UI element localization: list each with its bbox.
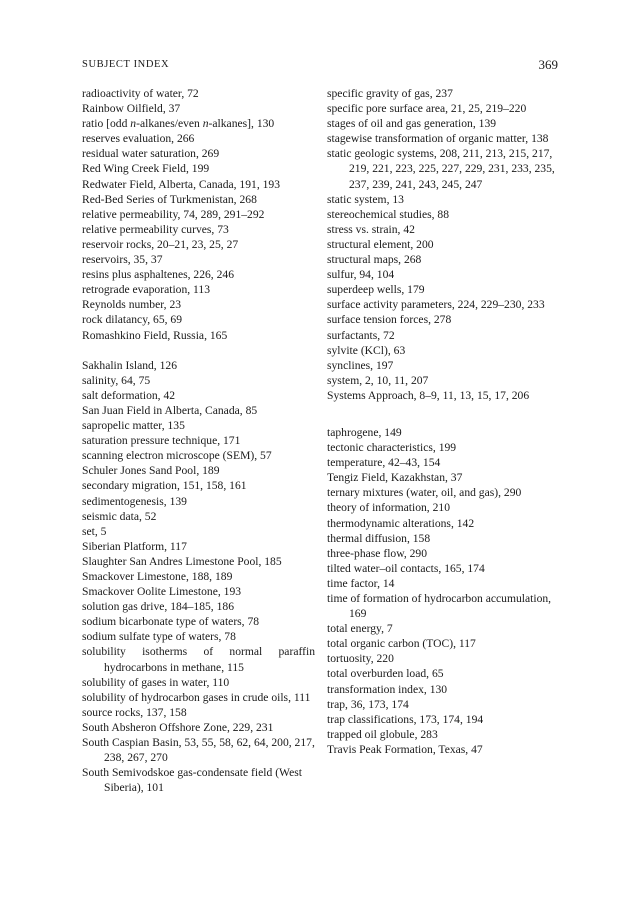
index-entry: time factor, 14 xyxy=(327,576,395,590)
index-entry: stagewise transformation of organic matter, 138 xyxy=(327,132,549,146)
index-entry: South Absheron Offshore Zone, 229, 231 xyxy=(82,720,274,734)
index-entry: South Caspian Basin, 53, 55, 58, 62, 64, 200, 217, 238, 267, 270 xyxy=(82,736,315,765)
index-entry: stress vs. strain, 42 xyxy=(327,222,415,236)
index-entry: system, 2, 10, 11, 207 xyxy=(327,373,429,387)
index-entry: theory of information, 210 xyxy=(327,501,450,515)
index-entry: saturation pressure technique, 171 xyxy=(82,434,241,448)
index-entry: residual water saturation, 269 xyxy=(82,147,220,161)
index-entry: synclines, 197 xyxy=(327,358,394,372)
index-entry-alkane-ratio: ratio [odd n-alkanes/even n-alkanes], 130 xyxy=(82,117,275,131)
index-entry: seismic data, 52 xyxy=(82,509,157,523)
index-entry: sedimentogenesis, 139 xyxy=(82,494,187,508)
index-entry: relative permeability curves, 73 xyxy=(82,222,229,236)
index-entry: ternary mixtures (water, oil, and gas), 290 xyxy=(327,486,522,500)
index-entry: Travis Peak Formation, Texas, 47 xyxy=(327,742,483,756)
index-entry: stages of oil and gas generation, 139 xyxy=(327,117,497,131)
index-entry: tortuosity, 220 xyxy=(327,652,394,666)
running-head-title: SUBJECT INDEX xyxy=(82,59,170,70)
index-entry: structural element, 200 xyxy=(327,237,434,251)
index-entry: Redwater Field, Alberta, Canada, 191, 193 xyxy=(82,177,281,191)
index-entry: time of formation of hydrocarbon accumulation, 169 xyxy=(327,592,552,621)
index-entry: sulfur, 94, 104 xyxy=(327,268,395,282)
index-entry: Romashkino Field, Russia, 165 xyxy=(82,328,228,342)
index-entry: Smackover Limestone, 188, 189 xyxy=(82,570,233,583)
index-entry: thermal diffusion, 158 xyxy=(327,531,431,545)
index-entry: solution gas drive, 184–185, 186 xyxy=(82,600,234,614)
index-entry: sodium sulfate type of waters, 78 xyxy=(82,630,236,644)
index-entry: solubility of hydrocarbon gases in crude oils, 111 xyxy=(82,690,311,704)
index-entry: transformation index, 130 xyxy=(327,682,448,696)
index-entry: sapropelic matter, 135 xyxy=(82,419,185,433)
index-entry: solubility of gases in water, 110 xyxy=(82,675,230,689)
index-entry: resins plus asphaltenes, 226, 246 xyxy=(82,268,234,282)
index-entry: relative permeability, 74, 289, 291–292 xyxy=(82,207,265,221)
index-entry: surface activity parameters, 224, 229–230, 233 xyxy=(327,298,545,312)
index-entry: set, 5 xyxy=(82,524,107,538)
running-head xyxy=(82,57,558,75)
index-entry: total energy, 7 xyxy=(327,622,393,636)
index-entry: salinity, 64, 75 xyxy=(82,373,151,387)
index-entry: sodium bicarbonate type of waters, 78 xyxy=(82,615,260,629)
index-entry: temperature, 42–43, 154 xyxy=(327,456,441,470)
index-column-left xyxy=(82,86,315,795)
index-entry: static system, 13 xyxy=(327,192,404,206)
index-entry: radioactivity of water, 72 xyxy=(82,87,199,100)
index-entry: surface tension forces, 278 xyxy=(327,313,452,327)
index-entry: source rocks, 137, 158 xyxy=(82,705,187,719)
index-entry: Smackover Oolite Limestone, 193 xyxy=(82,585,242,599)
page-number: 369 xyxy=(538,57,558,72)
index-entry: Rainbow Oilfield, 37 xyxy=(82,102,181,116)
index-entry: surfactants, 72 xyxy=(327,328,395,342)
index-entry: Siberian Platform, 117 xyxy=(82,539,187,553)
index-column-right xyxy=(327,86,560,757)
section-gap xyxy=(327,403,560,425)
section-gap xyxy=(82,343,315,358)
index-entry: trap, 36, 173, 174 xyxy=(327,697,409,711)
index-entry: specific gravity of gas, 237 xyxy=(327,87,453,100)
index-entry: sylvite (KCl), 63 xyxy=(327,343,406,357)
index-entry: reservoir rocks, 20–21, 23, 25, 27 xyxy=(82,237,239,251)
index-entry: total organic carbon (TOC), 117 xyxy=(327,637,476,651)
index-entry: Systems Approach, 8–9, 11, 13, 15, 17, 206 xyxy=(327,388,530,402)
index-entry: secondary migration, 151, 158, 161 xyxy=(82,479,247,493)
index-entry: South Semivodskoe gas-condensate field (West Siberia), 101 xyxy=(82,766,302,795)
index-entry: static geologic systems, 208, 211, 213, 215, 217, 219, 221, 223, 225, 227, 229, 231, 233, 235, 237, 239, 241, 243, 245, 247 xyxy=(327,147,555,191)
index-entry: scanning electron microscope (SEM), 57 xyxy=(82,449,272,463)
index-entry: Tengiz Field, Kazakhstan, 37 xyxy=(327,471,463,485)
index-entry: Red Wing Creek Field, 199 xyxy=(82,162,210,176)
index-entry: salt deformation, 42 xyxy=(82,388,176,402)
index-entry: trapped oil globule, 283 xyxy=(327,727,438,741)
index-entry: San Juan Field in Alberta, Canada, 85 xyxy=(82,403,258,417)
index-entry: taphrogene, 149 xyxy=(327,425,402,439)
index-entry: Red-Bed Series of Turkmenistan, 268 xyxy=(82,192,257,206)
index-entry: reserves evaluation, 266 xyxy=(82,132,195,146)
index-entry: Schuler Jones Sand Pool, 189 xyxy=(82,464,220,478)
index-entry: rock dilatancy, 65, 69 xyxy=(82,313,183,327)
index-entry: Slaughter San Andres Limestone Pool, 185 xyxy=(82,554,282,568)
index-entry: Reynolds number, 23 xyxy=(82,298,182,312)
index-entry: retrograde evaporation, 113 xyxy=(82,283,211,297)
index-entry: specific pore surface area, 21, 25, 219–220 xyxy=(327,102,527,116)
index-entry: reservoirs, 35, 37 xyxy=(82,253,163,267)
index-entry: thermodynamic alterations, 142 xyxy=(327,516,475,530)
index-entry: stereochemical studies, 88 xyxy=(327,207,450,221)
index-entry: Sakhalin Island, 126 xyxy=(82,358,177,372)
index-entry: solubility isotherms of normal paraffin hydrocarbons in methane, 115 xyxy=(82,645,315,674)
index-entry: trap classifications, 173, 174, 194 xyxy=(327,712,484,726)
index-entry: tilted water–oil contacts, 165, 174 xyxy=(327,561,485,575)
index-entry: total overburden load, 65 xyxy=(327,667,444,681)
index-entry: superdeep wells, 179 xyxy=(327,283,425,297)
index-entry: tectonic characteristics, 199 xyxy=(327,441,457,455)
index-entry: three-phase flow, 290 xyxy=(327,546,428,560)
index-entry: structural maps, 268 xyxy=(327,253,422,267)
